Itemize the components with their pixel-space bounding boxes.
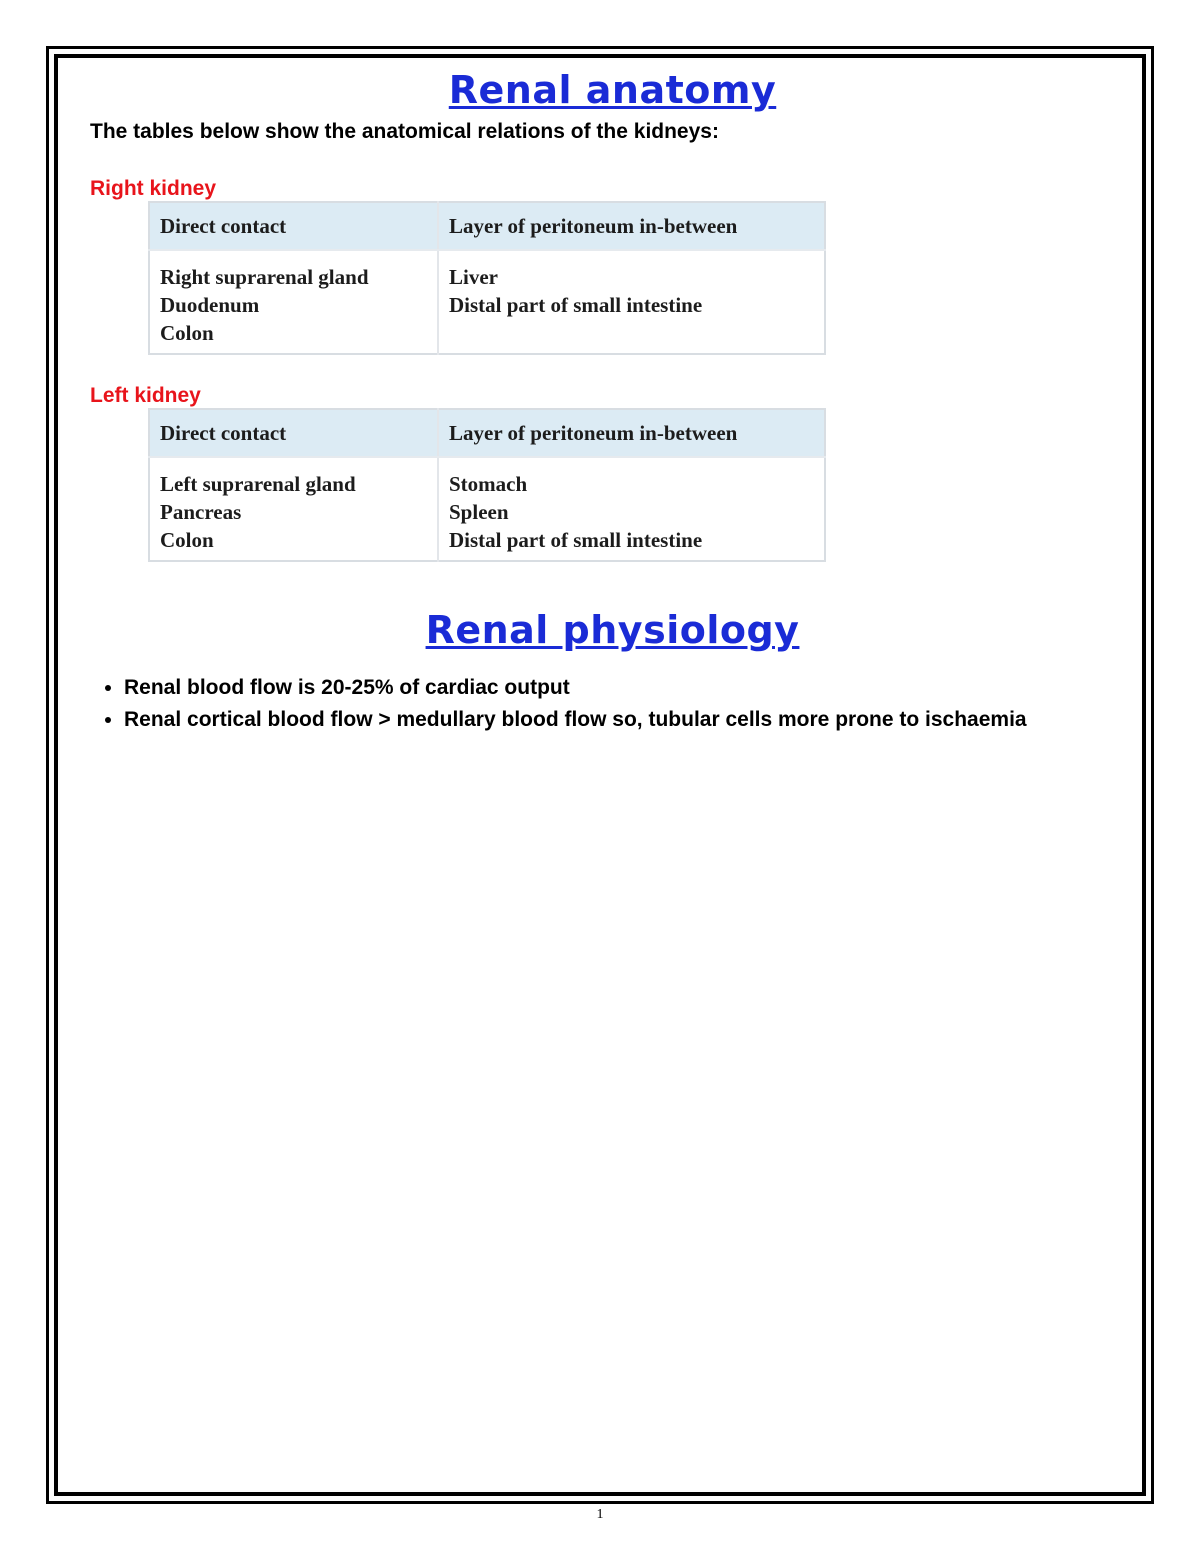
list-item: Left suprarenal gland bbox=[160, 472, 356, 496]
left-kidney-label: Left kidney bbox=[90, 384, 201, 407]
list-item: Pancreas bbox=[160, 500, 242, 524]
peritoneum-cell bbox=[438, 250, 825, 354]
table-header-row bbox=[149, 409, 825, 457]
list-item: Stomach bbox=[449, 472, 528, 496]
left-kidney-table bbox=[148, 408, 826, 562]
peritoneum-cell bbox=[438, 457, 825, 561]
column-header-peritoneum: Layer of peritoneum in-between bbox=[438, 202, 825, 250]
anatomy-heading: Renal anatomy bbox=[448, 68, 777, 112]
table-header-row bbox=[149, 202, 825, 250]
right-kidney-table bbox=[148, 201, 826, 355]
direct-contact-cell bbox=[149, 250, 438, 354]
intro-text: The tables below show the anatomical relations of the kidneys: bbox=[90, 120, 719, 143]
list-item: Liver bbox=[449, 265, 498, 289]
list-item: Spleen bbox=[449, 500, 509, 524]
bullet-item: • Renal cortical blood flow > medullary blood flow so, tubular cells more prone to ischaemia bbox=[124, 704, 1064, 736]
list-item: Colon bbox=[160, 321, 214, 345]
list-item: Duodenum bbox=[160, 293, 260, 317]
list-item: Distal part of small intestine bbox=[449, 528, 703, 552]
physiology-bullet-list bbox=[90, 672, 1064, 736]
physiology-heading: Renal physiology bbox=[425, 608, 800, 652]
list-item: Distal part of small intestine bbox=[449, 293, 703, 317]
page-number: 1 bbox=[596, 1507, 604, 1522]
direct-contact-cell bbox=[149, 457, 438, 561]
table-row bbox=[149, 250, 825, 354]
column-header-direct-contact: Direct contact bbox=[149, 409, 438, 457]
bullet-item: • Renal blood flow is 20-25% of cardiac output bbox=[124, 672, 1064, 704]
table-row bbox=[149, 457, 825, 561]
column-header-direct-contact: Direct contact bbox=[149, 202, 438, 250]
list-item: Right suprarenal gland bbox=[160, 265, 369, 289]
right-kidney-label: Right kidney bbox=[90, 177, 217, 200]
list-item: Colon bbox=[160, 528, 214, 552]
column-header-peritoneum: Layer of peritoneum in-between bbox=[438, 409, 825, 457]
